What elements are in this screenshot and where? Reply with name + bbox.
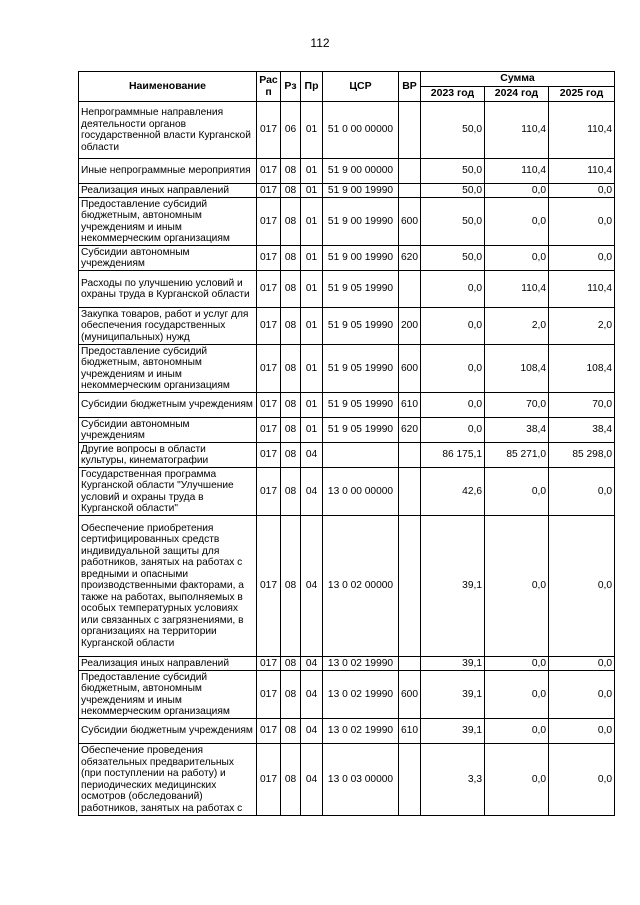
cell-rasp: 017: [257, 418, 281, 443]
cell-2024: 108,4: [485, 345, 549, 393]
cell-rasp: 017: [257, 671, 281, 719]
cell-2025: 0,0: [549, 671, 615, 719]
cell-name: Обеспечение проведения обязательных предварительных (при поступлении на работу) и периодических медицинских осмотров (обследований) работников, занятых на работах с: [79, 744, 257, 816]
cell-2024: 0,0: [485, 671, 549, 719]
cell-pr: 04: [301, 719, 323, 744]
cell-rasp: 017: [257, 443, 281, 468]
table-row: [79, 719, 615, 744]
cell-csr: 13 0 00 00000: [323, 468, 399, 516]
cell-rasp: 017: [257, 744, 281, 816]
cell-2025: 0,0: [549, 468, 615, 516]
cell-2025: 110,4: [549, 271, 615, 308]
cell-csr: 51 9 05 19990: [323, 308, 399, 345]
cell-2025: 0,0: [549, 184, 615, 198]
cell-2023: 42,6: [421, 468, 485, 516]
cell-2024: 2,0: [485, 308, 549, 345]
cell-rz: 06: [281, 102, 301, 159]
cell-name: Расходы по улучшению условий и охраны труда в Курганской области: [79, 271, 257, 308]
cell-name: Закупка товаров, работ и услуг для обеспечения государственных (муниципальных) нужд: [79, 308, 257, 345]
table-row: [79, 418, 615, 443]
cell-name: Реализация иных направлений: [79, 184, 257, 198]
cell-vr: 620: [399, 246, 421, 271]
table-row: [79, 184, 615, 198]
table-body: [79, 102, 615, 816]
table-row: [79, 102, 615, 159]
cell-pr: 01: [301, 345, 323, 393]
cell-2025: 110,4: [549, 102, 615, 159]
cell-2024: 38,4: [485, 418, 549, 443]
cell-2025: 110,4: [549, 159, 615, 184]
cell-2024: 0,0: [485, 184, 549, 198]
cell-rz: 08: [281, 719, 301, 744]
table-row: [79, 308, 615, 345]
cell-name: Предоставление субсидий бюджетным, автономным учреждениям и иным некоммерческим организациям: [79, 671, 257, 719]
table-row: [79, 246, 615, 271]
cell-vr: [399, 271, 421, 308]
cell-name: Реализация иных направлений: [79, 657, 257, 671]
cell-name: Субсидии автономным учреждениям: [79, 246, 257, 271]
cell-2024: 0,0: [485, 719, 549, 744]
cell-name: Обеспечение приобретения сертифицированных средств индивидуальной защиты для работников, занятых на работах с вредными и опасными производственными факторами, а также на работах, выполняемых в особых температурных условиях или связанных с загрязнениями, в организациях на территории Курганской области: [79, 516, 257, 657]
cell-2023: 50,0: [421, 198, 485, 246]
cell-2023: 50,0: [421, 102, 485, 159]
header-pr: Пр: [301, 72, 323, 102]
cell-vr: 610: [399, 719, 421, 744]
table-row: [79, 468, 615, 516]
cell-2025: 0,0: [549, 744, 615, 816]
cell-2023: 50,0: [421, 159, 485, 184]
cell-2023: 39,1: [421, 516, 485, 657]
cell-name: Иные непрограммные мероприятия: [79, 159, 257, 184]
cell-rz: 08: [281, 671, 301, 719]
cell-2023: 0,0: [421, 271, 485, 308]
cell-vr: [399, 744, 421, 816]
cell-csr: 13 0 02 00000: [323, 516, 399, 657]
header-csr: ЦСР: [323, 72, 399, 102]
cell-2024: 0,0: [485, 657, 549, 671]
cell-name: Субсидии бюджетным учреждениям: [79, 393, 257, 418]
cell-rasp: 017: [257, 308, 281, 345]
cell-name: Субсидии бюджетным учреждениям: [79, 719, 257, 744]
budget-table: [78, 71, 615, 816]
cell-name: Предоставление субсидий бюджетным, автономным учреждениям и иным некоммерческим организациям: [79, 345, 257, 393]
cell-csr: 51 9 00 00000: [323, 159, 399, 184]
cell-pr: 04: [301, 657, 323, 671]
cell-rasp: 017: [257, 184, 281, 198]
cell-vr: 200: [399, 308, 421, 345]
cell-pr: 01: [301, 271, 323, 308]
cell-2023: 50,0: [421, 246, 485, 271]
cell-2025: 70,0: [549, 393, 615, 418]
cell-name: Субсидии автономным учреждениям: [79, 418, 257, 443]
table-row: [79, 516, 615, 657]
cell-vr: [399, 516, 421, 657]
cell-2023: 0,0: [421, 393, 485, 418]
cell-2024: 0,0: [485, 744, 549, 816]
cell-2024: 0,0: [485, 198, 549, 246]
header-sum: Сумма: [421, 72, 615, 87]
cell-csr: 51 9 05 19990: [323, 271, 399, 308]
cell-rasp: 017: [257, 159, 281, 184]
cell-2023: 0,0: [421, 345, 485, 393]
cell-csr: 51 0 00 00000: [323, 102, 399, 159]
cell-pr: 04: [301, 468, 323, 516]
table-row: [79, 159, 615, 184]
header-rasp: Рас п: [257, 72, 281, 102]
cell-2025: 38,4: [549, 418, 615, 443]
cell-2023: 50,0: [421, 184, 485, 198]
cell-2025: 0,0: [549, 246, 615, 271]
cell-pr: 01: [301, 102, 323, 159]
cell-pr: 04: [301, 671, 323, 719]
header-name: Наименование: [79, 72, 257, 102]
cell-csr: 51 9 00 19990: [323, 246, 399, 271]
cell-2024: 0,0: [485, 516, 549, 657]
table-row: [79, 271, 615, 308]
cell-csr: 13 0 03 00000: [323, 744, 399, 816]
cell-2023: 39,1: [421, 719, 485, 744]
cell-pr: 01: [301, 418, 323, 443]
table-row: [79, 671, 615, 719]
cell-rz: 08: [281, 246, 301, 271]
cell-vr: [399, 184, 421, 198]
cell-rz: 08: [281, 159, 301, 184]
cell-2024: 0,0: [485, 468, 549, 516]
cell-rasp: 017: [257, 246, 281, 271]
cell-rasp: 017: [257, 198, 281, 246]
cell-2024: 0,0: [485, 246, 549, 271]
cell-rasp: 017: [257, 719, 281, 744]
cell-pr: 01: [301, 159, 323, 184]
cell-2023: 39,1: [421, 657, 485, 671]
table-row: [79, 443, 615, 468]
cell-name: Непрограммные направления деятельности органов государственной власти Курганской области: [79, 102, 257, 159]
cell-csr: 13 0 02 19990: [323, 719, 399, 744]
cell-rasp: 017: [257, 468, 281, 516]
cell-csr: 13 0 02 19990: [323, 657, 399, 671]
cell-vr: 620: [399, 418, 421, 443]
cell-csr: 51 9 05 19990: [323, 393, 399, 418]
cell-rz: 08: [281, 443, 301, 468]
cell-pr: 01: [301, 246, 323, 271]
cell-rz: 08: [281, 657, 301, 671]
cell-rz: 08: [281, 345, 301, 393]
table-header: [79, 72, 615, 102]
cell-pr: 01: [301, 393, 323, 418]
cell-rasp: 017: [257, 393, 281, 418]
cell-2024: 70,0: [485, 393, 549, 418]
cell-rz: 08: [281, 418, 301, 443]
cell-pr: 01: [301, 184, 323, 198]
cell-rz: 08: [281, 744, 301, 816]
cell-name: Другие вопросы в области культуры, кинематографии: [79, 443, 257, 468]
cell-2025: 0,0: [549, 657, 615, 671]
header-year-2023: 2023 год: [421, 87, 485, 102]
cell-2025: 85 298,0: [549, 443, 615, 468]
cell-rz: 08: [281, 516, 301, 657]
cell-rz: 08: [281, 271, 301, 308]
table-row: [79, 393, 615, 418]
cell-2023: 0,0: [421, 418, 485, 443]
cell-pr: 01: [301, 198, 323, 246]
cell-rz: 08: [281, 308, 301, 345]
cell-2025: 108,4: [549, 345, 615, 393]
cell-rz: 08: [281, 468, 301, 516]
cell-rasp: 017: [257, 345, 281, 393]
cell-vr: [399, 443, 421, 468]
cell-vr: [399, 102, 421, 159]
cell-name: Государственная программа Курганской области "Улучшение условий и охраны труда в Курганской области": [79, 468, 257, 516]
cell-rz: 08: [281, 393, 301, 418]
cell-pr: 04: [301, 744, 323, 816]
cell-2024: 85 271,0: [485, 443, 549, 468]
cell-vr: 600: [399, 345, 421, 393]
cell-rasp: 017: [257, 102, 281, 159]
cell-pr: 04: [301, 516, 323, 657]
header-rz: Рз: [281, 72, 301, 102]
cell-csr: [323, 443, 399, 468]
cell-vr: [399, 159, 421, 184]
cell-2025: 0,0: [549, 198, 615, 246]
cell-rasp: 017: [257, 516, 281, 657]
table-row: [79, 744, 615, 816]
cell-2023: 86 175,1: [421, 443, 485, 468]
cell-vr: [399, 468, 421, 516]
header-year-2024: 2024 год: [485, 87, 549, 102]
cell-vr: [399, 657, 421, 671]
cell-vr: 610: [399, 393, 421, 418]
cell-rz: 08: [281, 184, 301, 198]
table-row: [79, 345, 615, 393]
cell-2023: 3,3: [421, 744, 485, 816]
cell-rasp: 017: [257, 657, 281, 671]
cell-csr: 51 9 00 19990: [323, 184, 399, 198]
cell-csr: 13 0 02 19990: [323, 671, 399, 719]
cell-rasp: 017: [257, 271, 281, 308]
cell-pr: 01: [301, 308, 323, 345]
cell-csr: 51 9 00 19990: [323, 198, 399, 246]
cell-rz: 08: [281, 198, 301, 246]
cell-pr: 04: [301, 443, 323, 468]
cell-vr: 600: [399, 198, 421, 246]
cell-csr: 51 9 05 19990: [323, 418, 399, 443]
cell-vr: 600: [399, 671, 421, 719]
cell-2024: 110,4: [485, 271, 549, 308]
table-row: [79, 198, 615, 246]
cell-2023: 39,1: [421, 671, 485, 719]
cell-2025: 2,0: [549, 308, 615, 345]
table-row: [79, 657, 615, 671]
cell-2024: 110,4: [485, 102, 549, 159]
cell-name: Предоставление субсидий бюджетным, автономным учреждениям и иным некоммерческим организациям: [79, 198, 257, 246]
header-vr: ВР: [399, 72, 421, 102]
cell-2025: 0,0: [549, 516, 615, 657]
header-year-2025: 2025 год: [549, 87, 615, 102]
cell-2024: 110,4: [485, 159, 549, 184]
cell-2023: 0,0: [421, 308, 485, 345]
cell-2025: 0,0: [549, 719, 615, 744]
cell-csr: 51 9 05 19990: [323, 345, 399, 393]
page-number: 112: [310, 36, 330, 50]
